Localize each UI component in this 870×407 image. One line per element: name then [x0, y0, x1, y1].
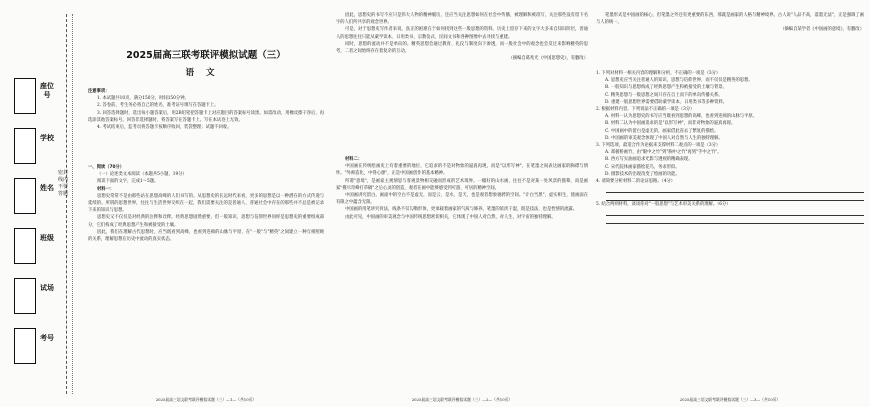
seal-line-inner	[72, 14, 73, 394]
option: B. 一般知识与思想构成了经典思想产生和被接受的土壤与背景。	[605, 85, 727, 91]
exam-title: 2025届高三联考联评模拟试题（三）	[126, 50, 286, 61]
paragraph: 同时，思想的流动并不是单向的。精英思想会通过教育、礼仪与制度向下渗透，而一般社会中的观念也会反过来影响精英的思考，二者之间始终存在着复杂的互动。	[336, 41, 588, 55]
seal-line	[66, 14, 67, 394]
exam-room-label: 试场	[40, 284, 54, 292]
note-2: 2. 答卷前，考生务必将自己的姓名、准考证号填写在答题卡上。	[97, 103, 219, 109]
answer-line[interactable]	[606, 185, 864, 193]
exam-number-box[interactable]	[14, 328, 36, 364]
option: A. 思想史应当关注普通人的知识、思想与信仰世界，而不仅仅是精英的思想。	[605, 78, 753, 84]
binding-strip	[0, 0, 86, 407]
material-2-label: 材料二：	[345, 157, 363, 162]
option: C. 精英思想与一般思想之间只存在自上而下的单向传播关系。	[605, 92, 723, 98]
note-3: 3. 回答选择题时，选出每小题答案后，用2B铅笔把答题卡上对应题目的答案标号涂黑。如需改动，用橡皮擦干净后，再选涂其他答案标号。回答非选择题时，将答案写在答题卡上。写在本试卷上无效。	[88, 110, 324, 123]
option: C. 中国画中的留白是虚无的，画家借此省去了繁复的描绘。	[605, 128, 719, 134]
paragraph: 思想史常常不是由那些站在思想高峰的人们书写的。从思想史的长远时代来看，更多的思想是以一种潜在的方式传递与延续的。所谓的思想世界，往往与生活世界交织在一起，我们需要关注的是普通人、普通社会中存在的那些并不总是被记录下来的知识与思想。	[88, 193, 324, 214]
school-label: 学校	[40, 134, 54, 142]
page-1	[88, 0, 324, 407]
note-4: 4. 考试结束后，监考员将答题卡按顺序收回，装袋整理；试题不回收。	[97, 125, 232, 131]
option: D. 中国画的审美观念体现了中国人对自然与人生的独特理解。	[605, 135, 723, 141]
question-3: 3. 下列选项，最适合作为论据来支撑材料二观点的一项是（3分）	[596, 143, 721, 149]
answer-line[interactable]	[606, 216, 864, 224]
question-4: 4. 请简要分析材料二的论证思路。（4分）	[596, 179, 676, 185]
paragraph: 因此，我们在理解古代思想时，应当既看到高峰，也看到连绵的山脉与平原，在"一般"与"精英"之间建立一种互相照映的关系，理解思想在历史中流动的真实状态。	[88, 229, 324, 243]
paragraph: 中国画讲究留白。画面中的空白不是虚无，而是云、是水、是天，也是观者想象驰骋的空间。"计白当黑"，虚实相生，使画面在有限之中蕴含无限。	[336, 193, 588, 206]
paragraph: 因此，思想史的书写不应只是伟大人物的精神履历，还应当关注思想如何在社会中传播、被理解和被改写，关注那些没有留下名字的人们所共享的观念世界。	[336, 13, 588, 26]
answer-line[interactable]	[606, 193, 864, 201]
material-1-continued	[336, 12, 588, 62]
question-2: 2. 根据材料内容，下列说法不正确的一项是（3分）	[596, 107, 695, 113]
notes-heading: 注意事项：	[88, 89, 110, 94]
option: A. 郑板桥画竹，由"眼中之竹"到"胸中之竹"再到"手中之竹"。	[605, 150, 722, 156]
name-box[interactable]	[14, 178, 36, 214]
questions-block	[596, 70, 864, 224]
seat-number-box[interactable]	[14, 78, 36, 114]
page-footer: 2025届高三语文联考联评模拟试题（三）—3—（共10页）	[679, 397, 781, 402]
answer-line[interactable]	[606, 208, 864, 216]
material-2	[336, 156, 588, 221]
question-1: 1. 下列对材料一相关内容的理解和分析，不正确的一项是（3分）	[596, 71, 721, 76]
option: B. 西方写实油画追求光影与透视的精确表现。	[605, 157, 693, 163]
page-footer: 2025届高三语文联考联评模拟试题（三）—1—（共10页）	[155, 397, 257, 402]
page-3	[596, 0, 864, 407]
paragraph: 可是，对于思想史写作者来说，真正的困难在于如何找到这些一般思想的资料。历史上留存下来的文字大多来自知识阶层，普通人的思想往往只能从蒙学读本、日用类书、宗教仪式、民间文书和各种图像中去寻找与重建。	[336, 27, 588, 40]
class-label: 班级	[40, 234, 54, 242]
option: D. 摄影技术的出现改变了绘画的功能。	[605, 171, 680, 177]
exam-number-label: 考号	[40, 334, 54, 342]
option: A. 材料一认为思想史的书写应当既看到思想的高峰，也看到连绵的山脉与平原。	[605, 114, 757, 120]
source-citation: （摘编自某学者《中国画的意境》，有删改）	[780, 27, 864, 33]
paragraph: 笔墨形式是中国画的核心，但笔墨之外还有更重要的东西，那就是画家的人格与精神境界。古人说"人品不高，落墨无法"，正是强调了画与人的统一。	[596, 13, 864, 26]
paragraph: 所谓"意境"，是画家主观情思与客观景物相交融而形成的艺术境界。一幅好的山水画，往往不是对某一处风景的描摹，而是画家"搜尽奇峰打草稿"之后心灵的创造，观者在画中能够感受到可游、可居的精神空间。	[336, 178, 588, 191]
exam-room-box[interactable]	[14, 278, 36, 314]
option: C. 宋代院体画家描绘花鸟，务求形似。	[605, 164, 680, 170]
page-footer: 2025届高三语文联考联评模拟试题（三）—2—（共10页）	[411, 397, 513, 402]
paragraph: 思想史又不仅仅是对经典的注释和诠释。经典思想固然重要，但一般知识、思想与信仰世界同样是思想史的重要组成部分，它们构成了经典思想产生和被接受的土壤。	[88, 215, 324, 228]
question-5: 5. 结合两则材料，谈谈你对"一般思想"与艺术审美关系的理解。（6分）	[596, 202, 731, 208]
name-label: 姓名	[40, 184, 54, 192]
paragraph: 中国画在传统绘画史上有着重要的地位，它追求的不是对物象的逼真再现，而是"以形写神"，在笔墨之间表达画家的胸襟与情怀。"外师造化，中得心源"，正是中国画创作的基本精神。	[336, 164, 588, 177]
seal-text: 密封线内不要答题	[58, 170, 69, 197]
subsection-heading: （一）论述类文本阅读（本题共5小题，19分）	[97, 172, 187, 178]
paragraph: 由此可见，中国画的审美观念与中国传统思想密切相关，它体现了中国人对自然、对人生、对宇宙的独特理解。	[345, 214, 556, 220]
paragraph: 中国画的用笔讲究骨法，线条不仅勾勒形体，更承载着画家的气质与修养。笔墨的浓淡干湿，既是技法，也是性情的流露。	[345, 207, 578, 213]
reading-instruction: 阅读下面的文字，完成1～5题。	[97, 179, 159, 185]
material-2-continued	[596, 12, 864, 34]
source-citation: （摘编自葛兆光《中国思想史》，有删改）	[508, 56, 588, 62]
page-2	[336, 0, 588, 407]
subject-title: 语文	[185, 68, 227, 78]
class-box[interactable]	[14, 228, 36, 264]
reading-section	[88, 164, 324, 243]
school-box[interactable]	[14, 128, 36, 164]
note-1: 1. 本试题共10页，满分150分，时间150分钟。	[97, 96, 189, 102]
option: B. 材料二认为中国画追求的是"以形写神"，而非对物象的逼真再现。	[605, 121, 736, 127]
seat-number-label: 座位号	[40, 82, 54, 99]
instructions-block	[88, 88, 324, 131]
material-1-label: 材料一：	[97, 186, 115, 192]
section-heading: 一、阅读（70分）	[88, 165, 125, 170]
option: D. 重建一般思想世界需要借助蒙学读本、日用类书等多种资料。	[605, 99, 728, 105]
